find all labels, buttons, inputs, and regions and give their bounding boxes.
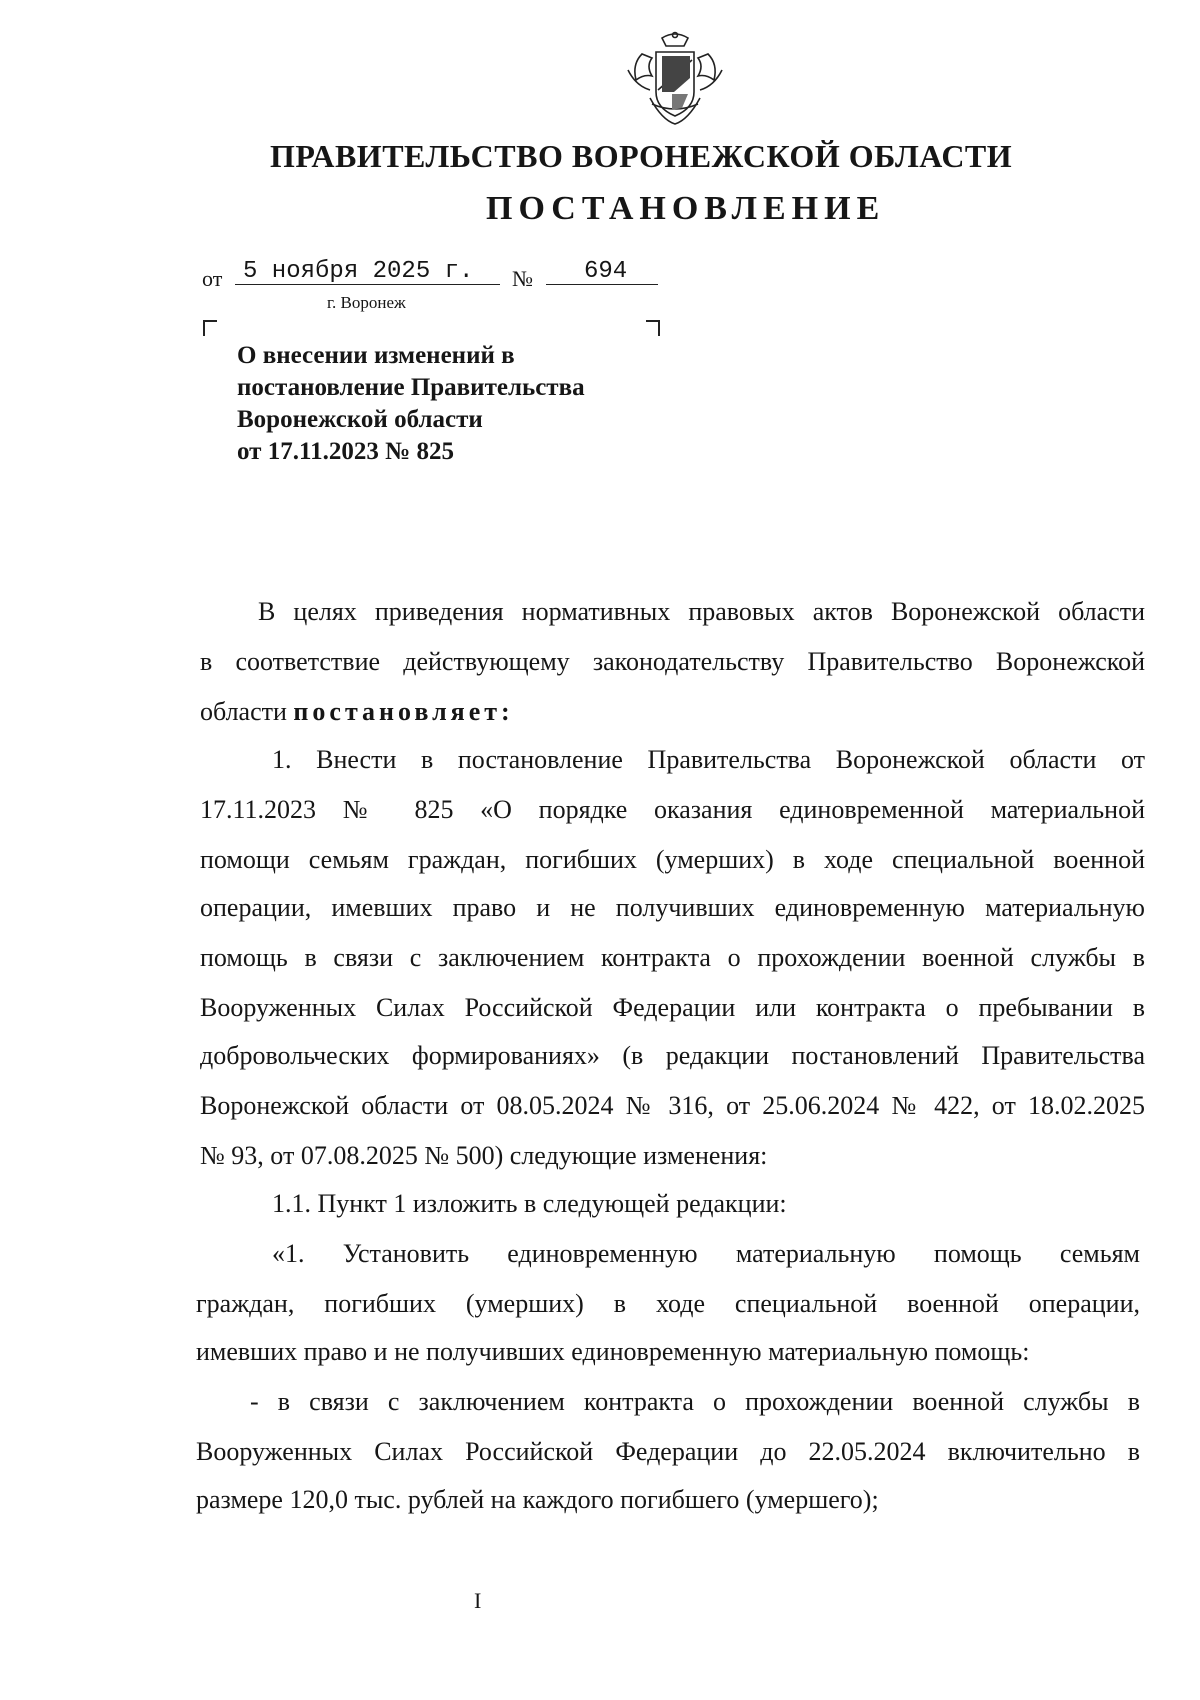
body-line: добровольческих формированиях» (в редакции постановлений Правительства [200, 1041, 1145, 1070]
resolves-word: постановляет: [293, 697, 514, 726]
body-line: 1. Внести в постановление Правительства Воронежской области от [272, 745, 1145, 774]
document-type: ПОСТАНОВЛЕНИЕ [486, 190, 886, 227]
body-line: граждан, погибших (умерших) в ходе специальной военной операции, [196, 1289, 1140, 1318]
body-line: помощь в связи с заключением контракта о прохождении военной службы в [200, 943, 1145, 972]
body-line: Вооруженных Силах Российской Федерации или контракта о пребывании в [200, 993, 1145, 1022]
document-date: 5 ноября 2025 г. [235, 258, 500, 285]
body-line [200, 696, 1145, 728]
body-line: размере 120,0 тыс. рублей на каждого погибшего (умершего); [196, 1485, 879, 1514]
document-number: 694 [546, 258, 658, 285]
body-line: - в связи с заключением контракта о прохождении военной службы в [250, 1387, 1140, 1416]
city: г. Воронеж [327, 293, 406, 312]
body-line: 1.1. Пункт 1 изложить в следующей редакции: [272, 1189, 787, 1218]
body-line: «1. Установить единовременную материальную помощь семьям [272, 1239, 1140, 1268]
body-line: № 93, от 07.08.2025 № 500) следующие изменения: [200, 1141, 768, 1170]
number-label: № [512, 266, 533, 291]
body-line: имевших право и не получивших единовременную материальную помощь: [196, 1337, 1030, 1366]
body-line: 17.11.2023 № 825 «О порядке оказания единовременной материальной [200, 795, 1145, 824]
body-line: в соответствие действующему законодательству Правительство Воронежской [200, 647, 1145, 676]
government-title: ПРАВИТЕЛЬСТВО ВОРОНЕЖСКОЙ ОБЛАСТИ [270, 138, 1013, 174]
date-number-line [202, 258, 662, 292]
subject-line: О внесении изменений в [237, 342, 515, 369]
date-label: от [202, 266, 223, 291]
subject-corner-right [646, 320, 660, 336]
body-text: области [200, 697, 287, 726]
body-line: Воронежской области от 08.05.2024 № 316, от 25.06.2024 № 422, от 18.02.2025 [200, 1091, 1145, 1120]
coat-of-arms-icon [622, 30, 728, 130]
subject-line: от 17.11.2023 № 825 [237, 438, 454, 465]
subject-line: Воронежской области [237, 406, 483, 433]
body-line: операции, имевших право и не получивших единовременную материальную [200, 893, 1145, 922]
page-number: I [474, 1588, 482, 1613]
subject-corner-left [203, 320, 217, 336]
subject-line: постановление Правительства [237, 374, 585, 401]
body-line: помощи семьям граждан, погибших (умерших) в ходе специальной военной [200, 845, 1145, 874]
body-line: В целях приведения нормативных правовых актов Воронежской области [258, 597, 1145, 626]
body-line: Вооруженных Силах Российской Федерации до 22.05.2024 включительно в [196, 1437, 1140, 1466]
subject-title [237, 340, 667, 468]
